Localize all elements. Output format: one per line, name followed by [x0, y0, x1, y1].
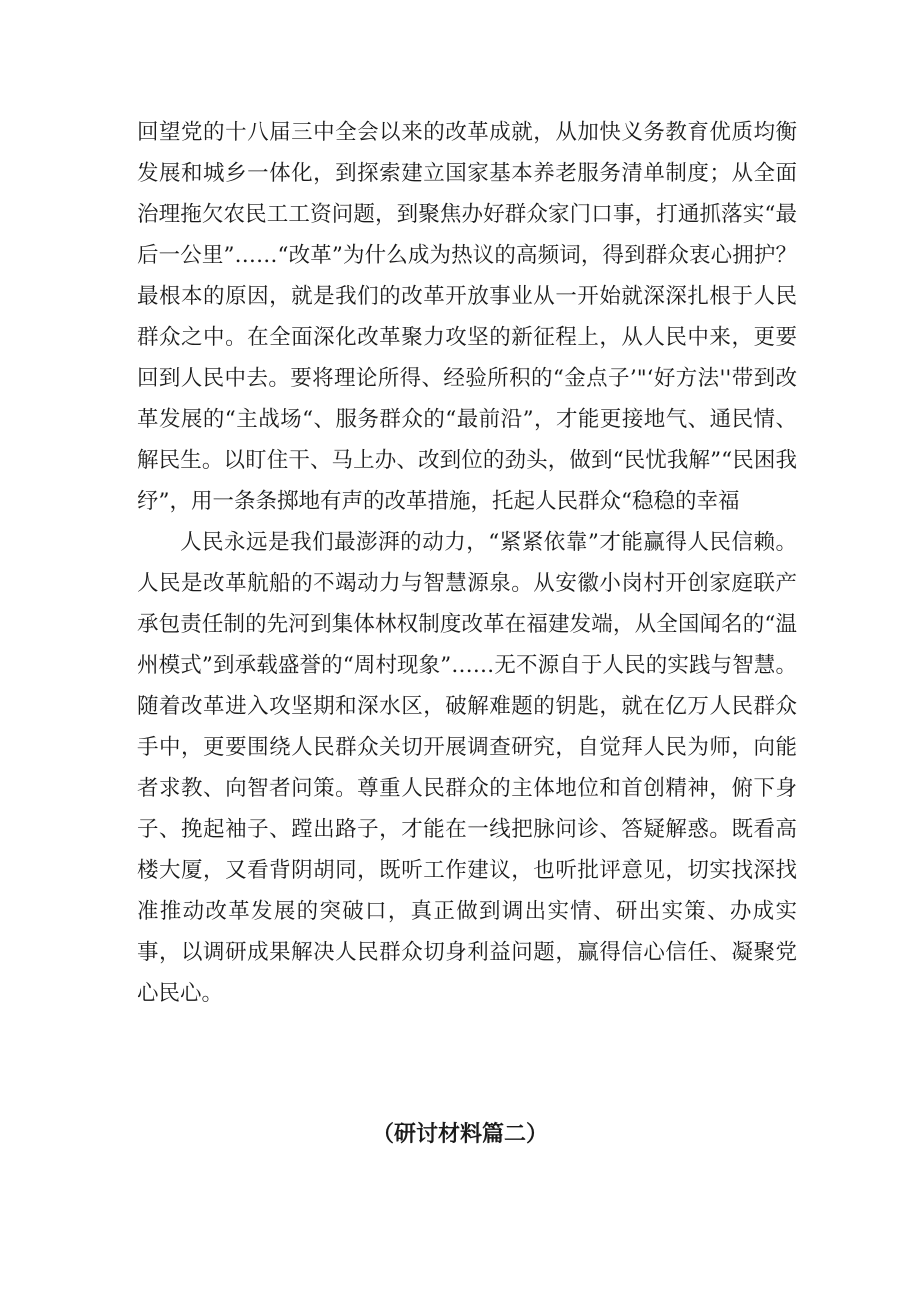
section-heading: （研讨材料篇二） — [371, 1122, 548, 1147]
paragraph-1: 回望党的十八届三中全会以来的改革成就，从加快义务教育优质均衡发展和城乡一体化，到探索建立国家基本养老服务清单制度；从全面治理拖欠农民工工资问题，到聚焦办好群众家门口事，打通抓落实“最后一公里”……“改革”为什么成为热议的高频词，得到群众衷心拥护？最根本的原因，就是我们的改革开放事业从一开始就深深扎根于人民群众之中。在全面深化改革聚力攻坚的新征程上，从人民中来，更要回到人民中去。要将理论所得、经验所积的“金点子’"‘好方法''带到改革发展的“主战场“、服务群众的“最前沿”，才能更接地气、通民情、解民生。以盯住干、马上办、改到位的劲头，做到“民忧我解”“民困我纾”，用一条条掷地有声的改革措施，托起人民群众“稳稳的幸福 — [137, 120, 797, 514]
paragraph-2: 人民永远是我们最澎湃的动力，“紧紧依靠”才能赢得人民信赖。人民是改革航船的不竭动力与智慧源泉。从安徽小岗村开创家庭联产承包责任制的先河到集体林权制度改革在福建发端，从全国闻名的“温州模式”到承载盛誉的“周村现象”……无不源自于人民的实践与智慧。随着改革进入攻坚期和深水区，破解难题的钥匙，就在亿万人民群众手中，更要围绕人民群众关切开展调查研究，自觉拜人民为师，向能者求教、向智者问策。尊重人民群众的主体地位和首创精神，俯下身子、挽起袖子、蹚出路子，才能在一线把脉问诊、答疑解惑。既看高楼大厦，又看背阴胡同，既听工作建议，也听批评意见，切实找深找准推动改革发展的突破口，真正做到调出实情、研出实策、办成实事，以调研成果解决人民群众切身利益问题，赢得信心信任、凝聚党心民心。 — [137, 530, 797, 1006]
document-body — [137, 112, 797, 1014]
